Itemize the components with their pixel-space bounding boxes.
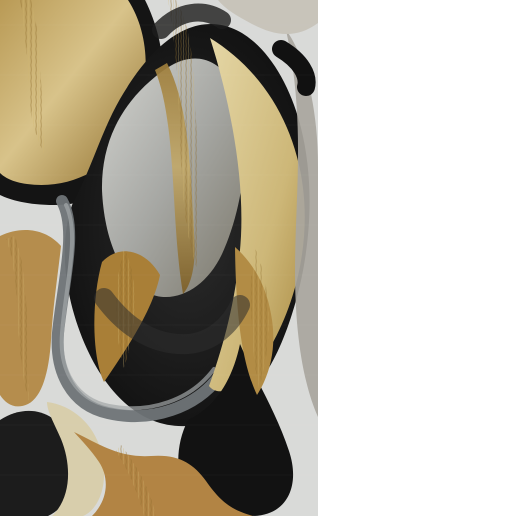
white-blank-area [318,0,516,516]
